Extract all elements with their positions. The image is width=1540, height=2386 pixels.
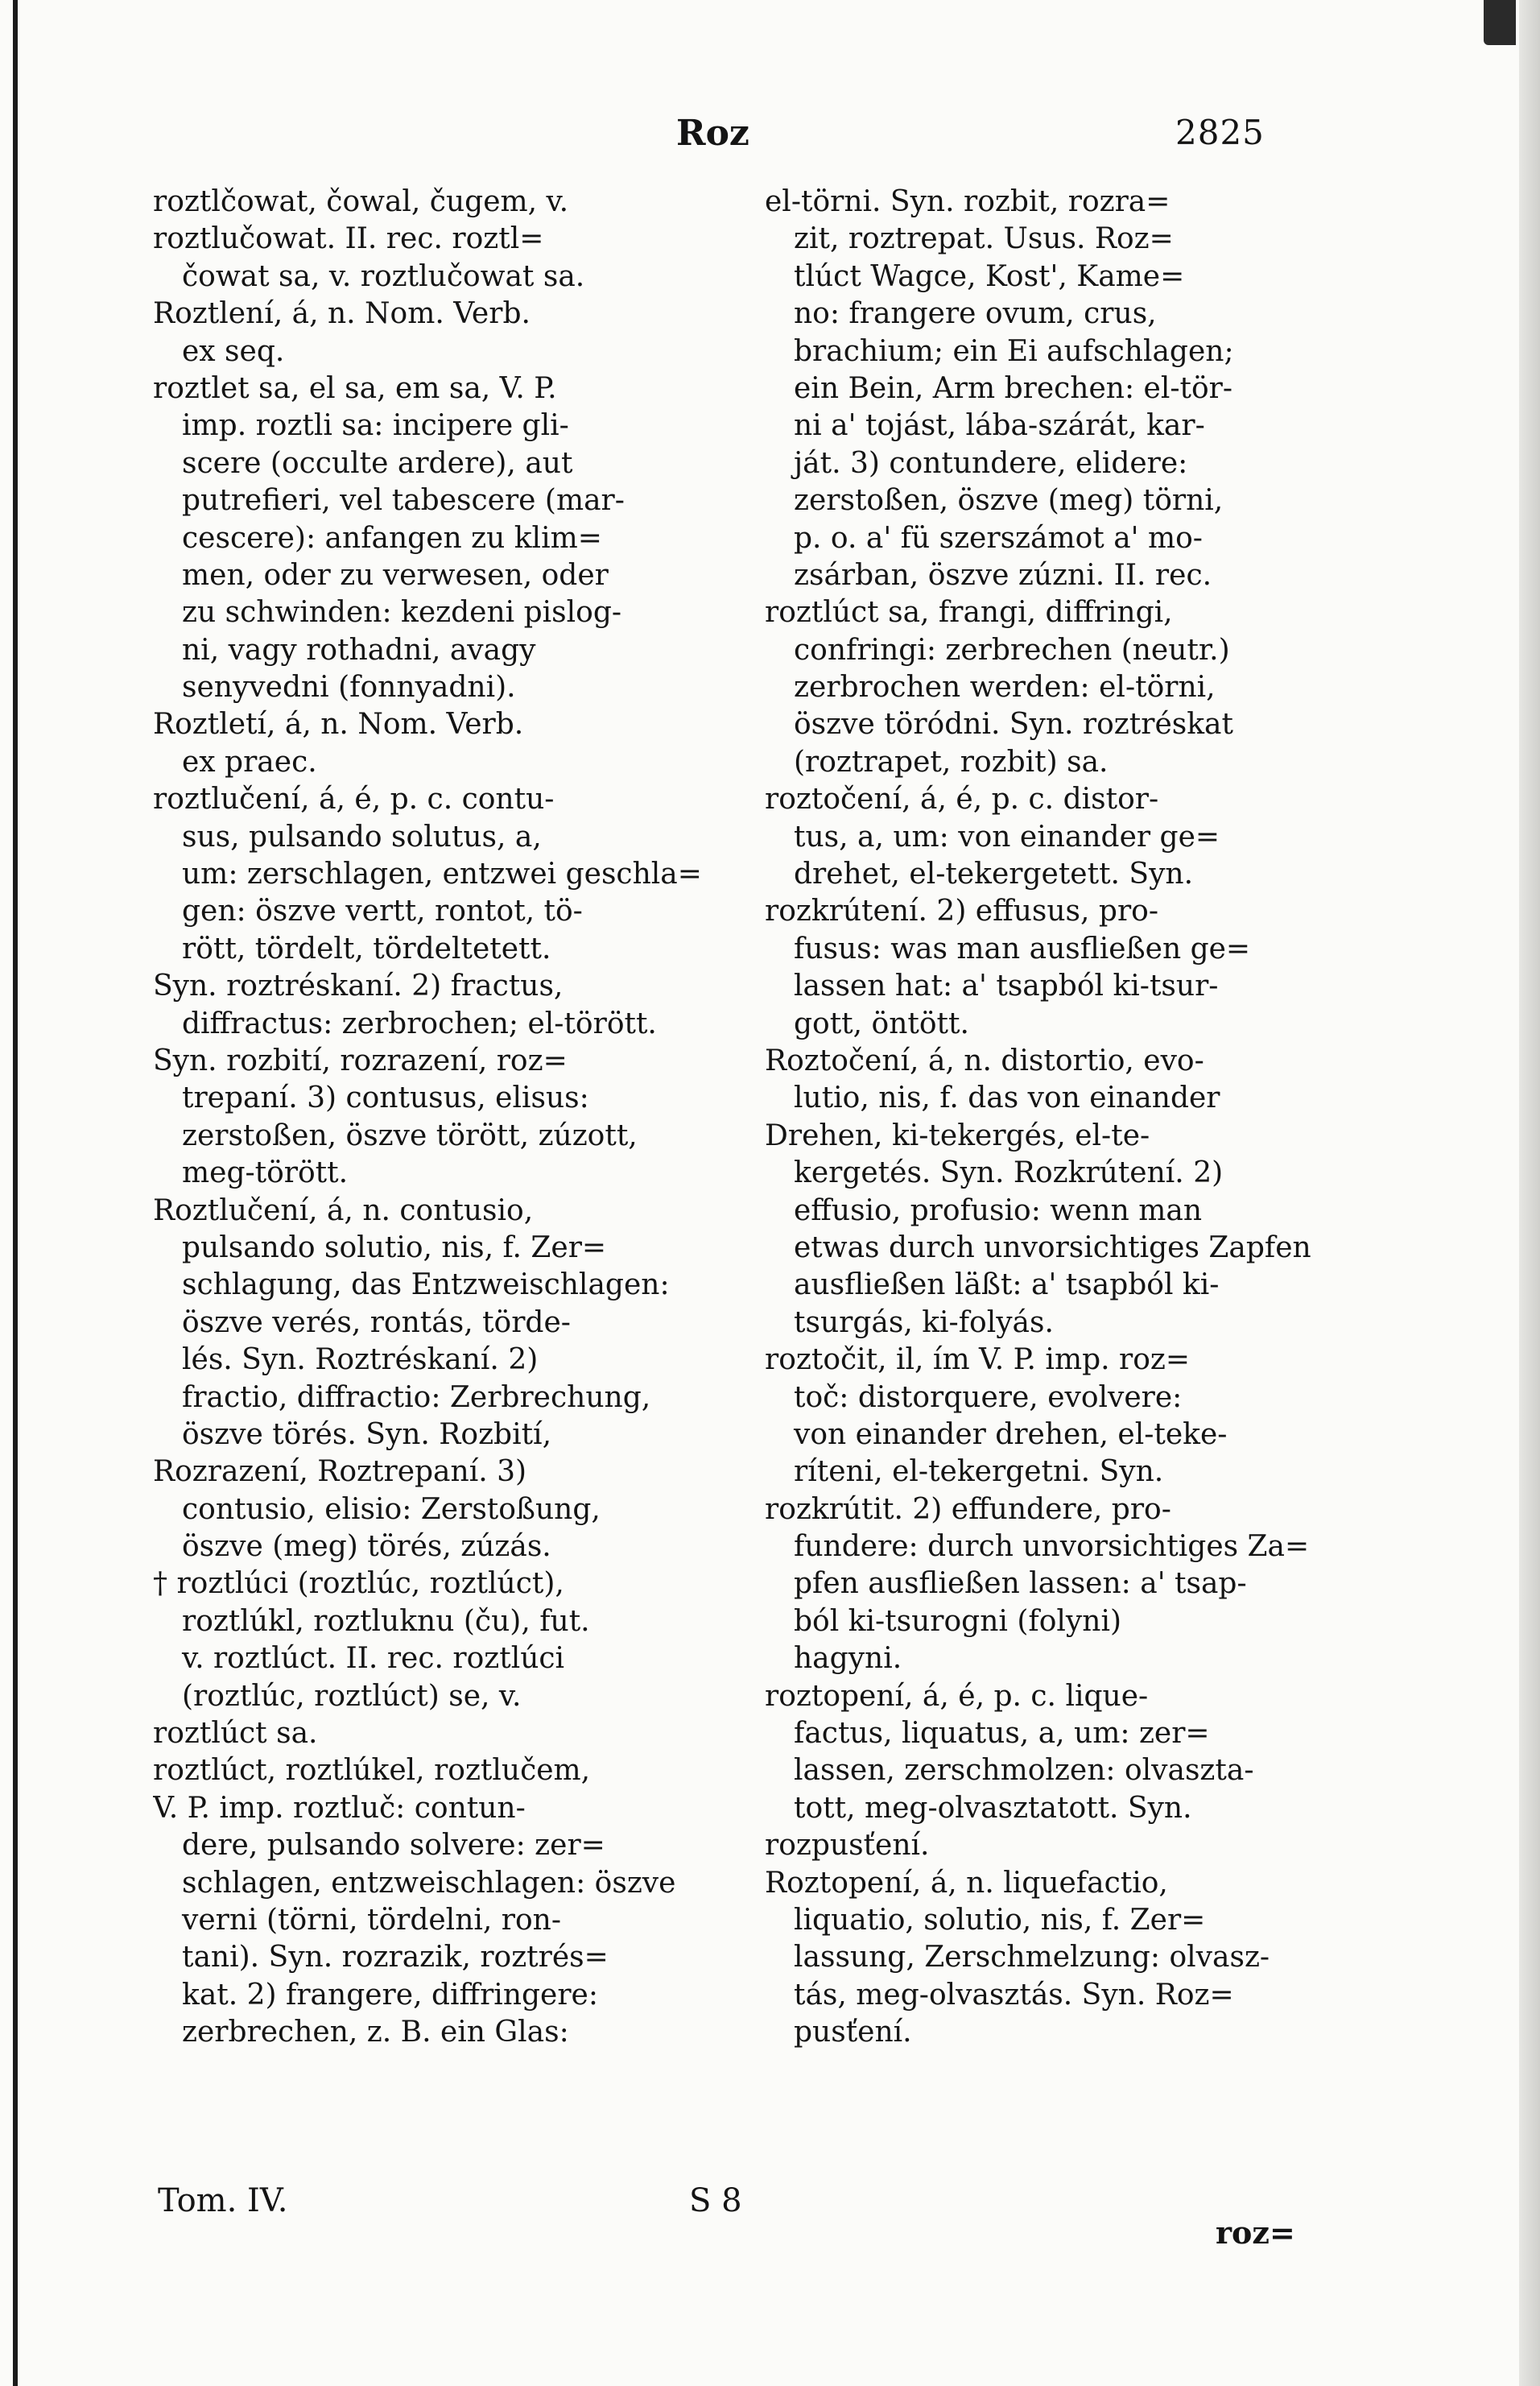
text-line: liquatio, solutio, nis, f. Zer= <box>794 1903 1206 1937</box>
text-line: brachium; ein Ei aufschlagen; <box>794 334 1234 368</box>
text-line: p. o. a' fü szerszámot a' mo- <box>794 521 1203 555</box>
text-line: pulsando solutio, nis, f. Zer= <box>182 1230 607 1264</box>
text-line: von einander drehen, el-teke- <box>794 1417 1228 1451</box>
text-line: ját. 3) contundere, elidere: <box>794 446 1188 480</box>
text-line: roztlúct sa, frangi, diffringi, <box>765 596 1173 630</box>
text-line: ból ki-tsurogni (folyni) <box>794 1604 1122 1638</box>
text-line: rozkrútit. 2) effundere, pro- <box>765 1492 1171 1526</box>
text-line: (roztlúc, roztlúct) se, v. <box>182 1679 522 1713</box>
text-line: schlagen, entzweischlagen: öszve <box>182 1866 676 1900</box>
page-right-edge <box>1519 0 1540 2386</box>
text-line: tus, a, um: von einander ge= <box>794 820 1220 854</box>
text-line: schlagung, das Entzweischlagen: <box>182 1268 670 1302</box>
text-line: drehet, el-tekergetett. Syn. <box>794 858 1194 891</box>
text-line: dere, pulsando solvere: zer= <box>182 1829 605 1863</box>
text-line: factus, liquatus, a, um: zer= <box>794 1717 1210 1751</box>
text-line: men, oder zu verwesen, oder <box>182 558 609 592</box>
text-line: ni, vagy rothadni, avagy <box>182 633 536 667</box>
text-line: tani). Syn. rozrazik, roztrés= <box>182 1941 609 1975</box>
text-line: fractio, diffractio: Zerbrechung, <box>182 1380 651 1414</box>
text-line: čowat sa, v. roztlučowat sa. <box>182 259 585 293</box>
text-line: ex seq. <box>182 334 285 368</box>
text-line: Drehen, ki-tekergés, el-te- <box>765 1119 1150 1152</box>
text-line: Roztlení, á, n. Nom. Verb. <box>153 297 531 331</box>
text-line: tott, meg-olvasztatott. Syn. <box>794 1791 1192 1825</box>
text-line: v. roztlúct. II. rec. roztlúci <box>182 1642 565 1676</box>
text-line: rozkrútení. 2) effusus, pro- <box>765 895 1158 928</box>
text-line: † roztlúci (roztlúc, roztlúct), <box>153 1567 564 1601</box>
text-line: fusus: was man ausfließen ge= <box>794 932 1251 966</box>
text-line: tsurgás, ki-folyás. <box>794 1305 1054 1339</box>
text-line: roztlúkl, roztluknu (ču), fut. <box>182 1604 590 1638</box>
text-line: lés. Syn. Roztréskaní. 2) <box>182 1343 539 1377</box>
right-column <box>765 184 1336 2052</box>
text-line: V. P. imp. roztluč: contun- <box>153 1791 526 1825</box>
text-line: sus, pulsando solutus, a, <box>182 820 542 854</box>
text-line: roztlučowat. II. rec. roztl= <box>153 222 544 256</box>
text-line: Roztočení, á, n. distortio, evo- <box>765 1044 1204 1077</box>
text-line: meg-törött. <box>182 1156 349 1190</box>
text-line: (roztrapet, rozbit) sa. <box>794 745 1109 779</box>
text-line: öszve (meg) törés, zúzás. <box>182 1530 551 1564</box>
text-line: lassen hat: a' tsapból ki-tsur- <box>794 970 1219 1003</box>
text-line: effusio, profusio: wenn man <box>794 1193 1203 1227</box>
text-line: lutio, nis, f. das von einander <box>794 1081 1220 1115</box>
page-footer <box>0 2182 1540 2251</box>
text-line: zu schwinden: kezdeni pislog- <box>182 596 622 630</box>
text-line: toč: distorquere, evolvere: <box>794 1380 1183 1414</box>
text-line: zerbrechen, z. B. ein Glas: <box>182 2016 569 2049</box>
text-line: Roztopení, á, n. liquefactio, <box>765 1866 1168 1900</box>
text-line: confringi: zerbrechen (neutr.) <box>794 633 1230 667</box>
text-line: trepaní. 3) contusus, elisus: <box>182 1081 589 1115</box>
text-line: cescere): anfangen zu klim= <box>182 521 602 555</box>
text-line: Roztletí, á, n. Nom. Verb. <box>153 708 524 742</box>
text-line: scere (occulte ardere), aut <box>182 446 573 480</box>
text-line: pfen ausfließen lassen: a' tsap- <box>794 1567 1247 1601</box>
text-line: Syn. roztréskaní. 2) fractus, <box>153 970 564 1003</box>
text-line: fundere: durch unvorsichtiges Za= <box>794 1530 1310 1564</box>
header-catchword: Roz <box>676 113 749 154</box>
text-line: contusio, elisio: Zerstoßung, <box>182 1492 601 1526</box>
text-line: ríteni, el-tekergetni. Syn. <box>794 1455 1164 1489</box>
text-line: lassen, zerschmolzen: olvaszta- <box>794 1754 1254 1788</box>
page-number: 2825 <box>1175 113 1265 152</box>
text-line: etwas durch unvorsichtiges Zapfen <box>794 1230 1311 1264</box>
text-line: roztočení, á, é, p. c. distor- <box>765 783 1159 817</box>
text-line: öszve törés. Syn. Rozbití, <box>182 1417 552 1451</box>
volume-label: Tom. IV. <box>158 2182 288 2219</box>
left-column <box>153 184 725 2052</box>
text-line: rozpusťení. <box>765 1829 930 1863</box>
text-line: zerbrochen werden: el-törni, <box>794 671 1216 705</box>
text-line: um: zerschlagen, entzwei geschla= <box>182 858 702 891</box>
binding-corner-mark <box>1484 0 1516 45</box>
text-line: roztopení, á, é, p. c. lique- <box>765 1679 1149 1713</box>
footer-catchword: roz= <box>1216 2214 1295 2251</box>
text-line: zsárban, öszve zúzni. II. rec. <box>794 558 1212 592</box>
text-line: gott, öntött. <box>794 1007 969 1040</box>
text-line: kat. 2) frangere, diffringere: <box>182 1978 598 2012</box>
signature-mark: S 8 <box>689 2182 742 2219</box>
text-line: kergetés. Syn. Rozkrútení. 2) <box>794 1156 1224 1190</box>
text-line: imp. roztli sa: incipere gli- <box>182 409 569 443</box>
text-line: roztlčowat, čowal, čugem, v. <box>153 185 569 218</box>
text-line: diffractus: zerbrochen; el-törött. <box>182 1007 657 1040</box>
text-line: gen: öszve vertt, rontot, tö- <box>182 895 583 928</box>
text-line: tlúct Wagce, Kost', Kame= <box>794 259 1185 293</box>
text-line: lassung, Zerschmelzung: olvasz- <box>794 1941 1270 1975</box>
text-line: roztlučení, á, é, p. c. contu- <box>153 783 555 817</box>
text-line: roztlúct, roztlúkel, roztlučem, <box>153 1754 591 1788</box>
text-line: putrefieri, vel tabescere (mar- <box>182 484 625 518</box>
text-line: roztočit, il, ím V. P. imp. roz= <box>765 1343 1191 1377</box>
text-line: roztlet sa, el sa, em sa, V. P. <box>153 371 557 405</box>
text-line: ex praec. <box>182 745 317 779</box>
text-line: roztlúct sa. <box>153 1717 318 1751</box>
text-line: öszve töródni. Syn. roztréskat <box>794 708 1233 742</box>
text-line: zit, roztrepat. Usus. Roz= <box>794 222 1174 256</box>
text-line: Rozrazení, Roztrepaní. 3) <box>153 1455 527 1489</box>
text-line: zerstoßen, öszve (meg) törni, <box>794 484 1224 518</box>
text-line: el-törni. Syn. rozbit, rozra= <box>765 185 1170 218</box>
text-line: tás, meg-olvasztás. Syn. Roz= <box>794 1978 1234 2012</box>
text-line: no: frangere ovum, crus, <box>794 297 1157 331</box>
running-head <box>0 113 1540 161</box>
text-line: hagyni. <box>794 1642 902 1676</box>
text-line: verni (törni, tördelni, ron- <box>182 1903 562 1937</box>
page-left-border <box>13 0 18 2386</box>
text-line: pusťení. <box>794 2016 912 2049</box>
text-line: zerstoßen, öszve törött, zúzott, <box>182 1119 638 1152</box>
text-line: senyvedni (fonnyadni). <box>182 671 516 705</box>
text-line: Roztlučení, á, n. contusio, <box>153 1193 534 1227</box>
text-line: rött, tördelt, tördeltetett. <box>182 932 551 966</box>
text-line: ausfließen läßt: a' tsapból ki- <box>794 1268 1220 1302</box>
text-line: ni a' tojást, lába-szárát, kar- <box>794 409 1205 443</box>
text-line: Syn. rozbití, rozrazení, roz= <box>153 1044 568 1077</box>
text-line: ein Bein, Arm brechen: el-tör- <box>794 371 1233 405</box>
text-line: öszve verés, rontás, törde- <box>182 1305 571 1339</box>
